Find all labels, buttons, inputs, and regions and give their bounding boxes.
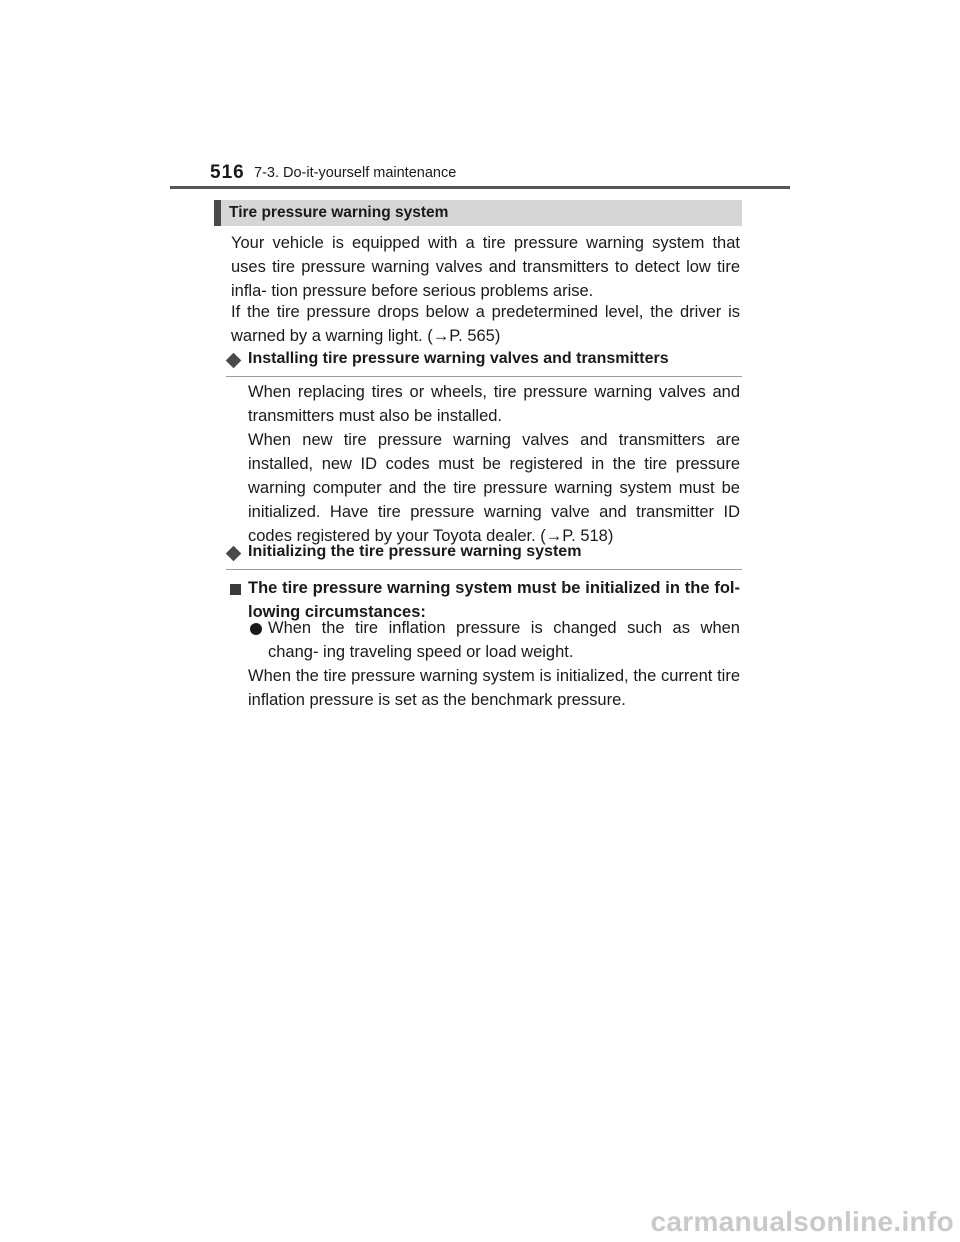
subheading-installing-title: Installing tire pressure warning valves and transmitters xyxy=(248,350,669,367)
intro-paragraph-2: If the tire pressure drops below a predetermined level, the driver is warned by a warning light. (→P. 565) xyxy=(231,303,740,345)
page-number: 516 xyxy=(210,162,245,183)
square-bullet-icon xyxy=(230,584,241,595)
subheading-installing xyxy=(226,350,742,377)
section-title: Tire pressure warning system xyxy=(229,204,449,221)
diamond-icon xyxy=(226,353,242,369)
installing-paragraph-2: When new tire pressure warning valves and transmitters are installed, new ID codes must be registered in the tire pressure warning computer and the tire pressure warning system must be initialized. Have tire pressure warning valve and transmitter ID codes registered by your Toyota dealer. (→P. 518) xyxy=(248,431,740,545)
initialize-bullet-1: When the tire inflation pressure is changed such as when chang- ing traveling speed or load weight. xyxy=(268,619,740,661)
diamond-icon xyxy=(226,546,242,562)
installing-paragraph-1: When replacing tires or wheels, tire pressure warning valves and transmitters must also be installed. xyxy=(248,383,740,425)
initialize-condition-heading: The tire pressure warning system must be initialized in the fol- lowing circumstances: xyxy=(248,579,740,621)
intro-paragraph-1: Your vehicle is equipped with a tire pressure warning system that uses tire pressure warning valves and transmitters to detect low tire infla- tion pressure before serious problems arise. xyxy=(231,234,740,300)
watermark: carmanualsonline.info xyxy=(650,1206,954,1237)
section-title-bar xyxy=(214,200,742,226)
header-rule xyxy=(170,186,790,189)
circle-bullet-icon xyxy=(250,623,262,635)
section-bar-accent xyxy=(214,200,221,226)
subheading-initializing xyxy=(226,543,742,570)
section-path: 7-3. Do-it-yourself maintenance xyxy=(254,165,457,181)
subheading-initializing-title: Initializing the tire pressure warning system xyxy=(248,543,582,560)
initializing-paragraph-1: When the tire pressure warning system is initialized, the current tire inflation pressure is set as the benchmark pressure. xyxy=(248,667,740,709)
page-header xyxy=(210,162,790,188)
